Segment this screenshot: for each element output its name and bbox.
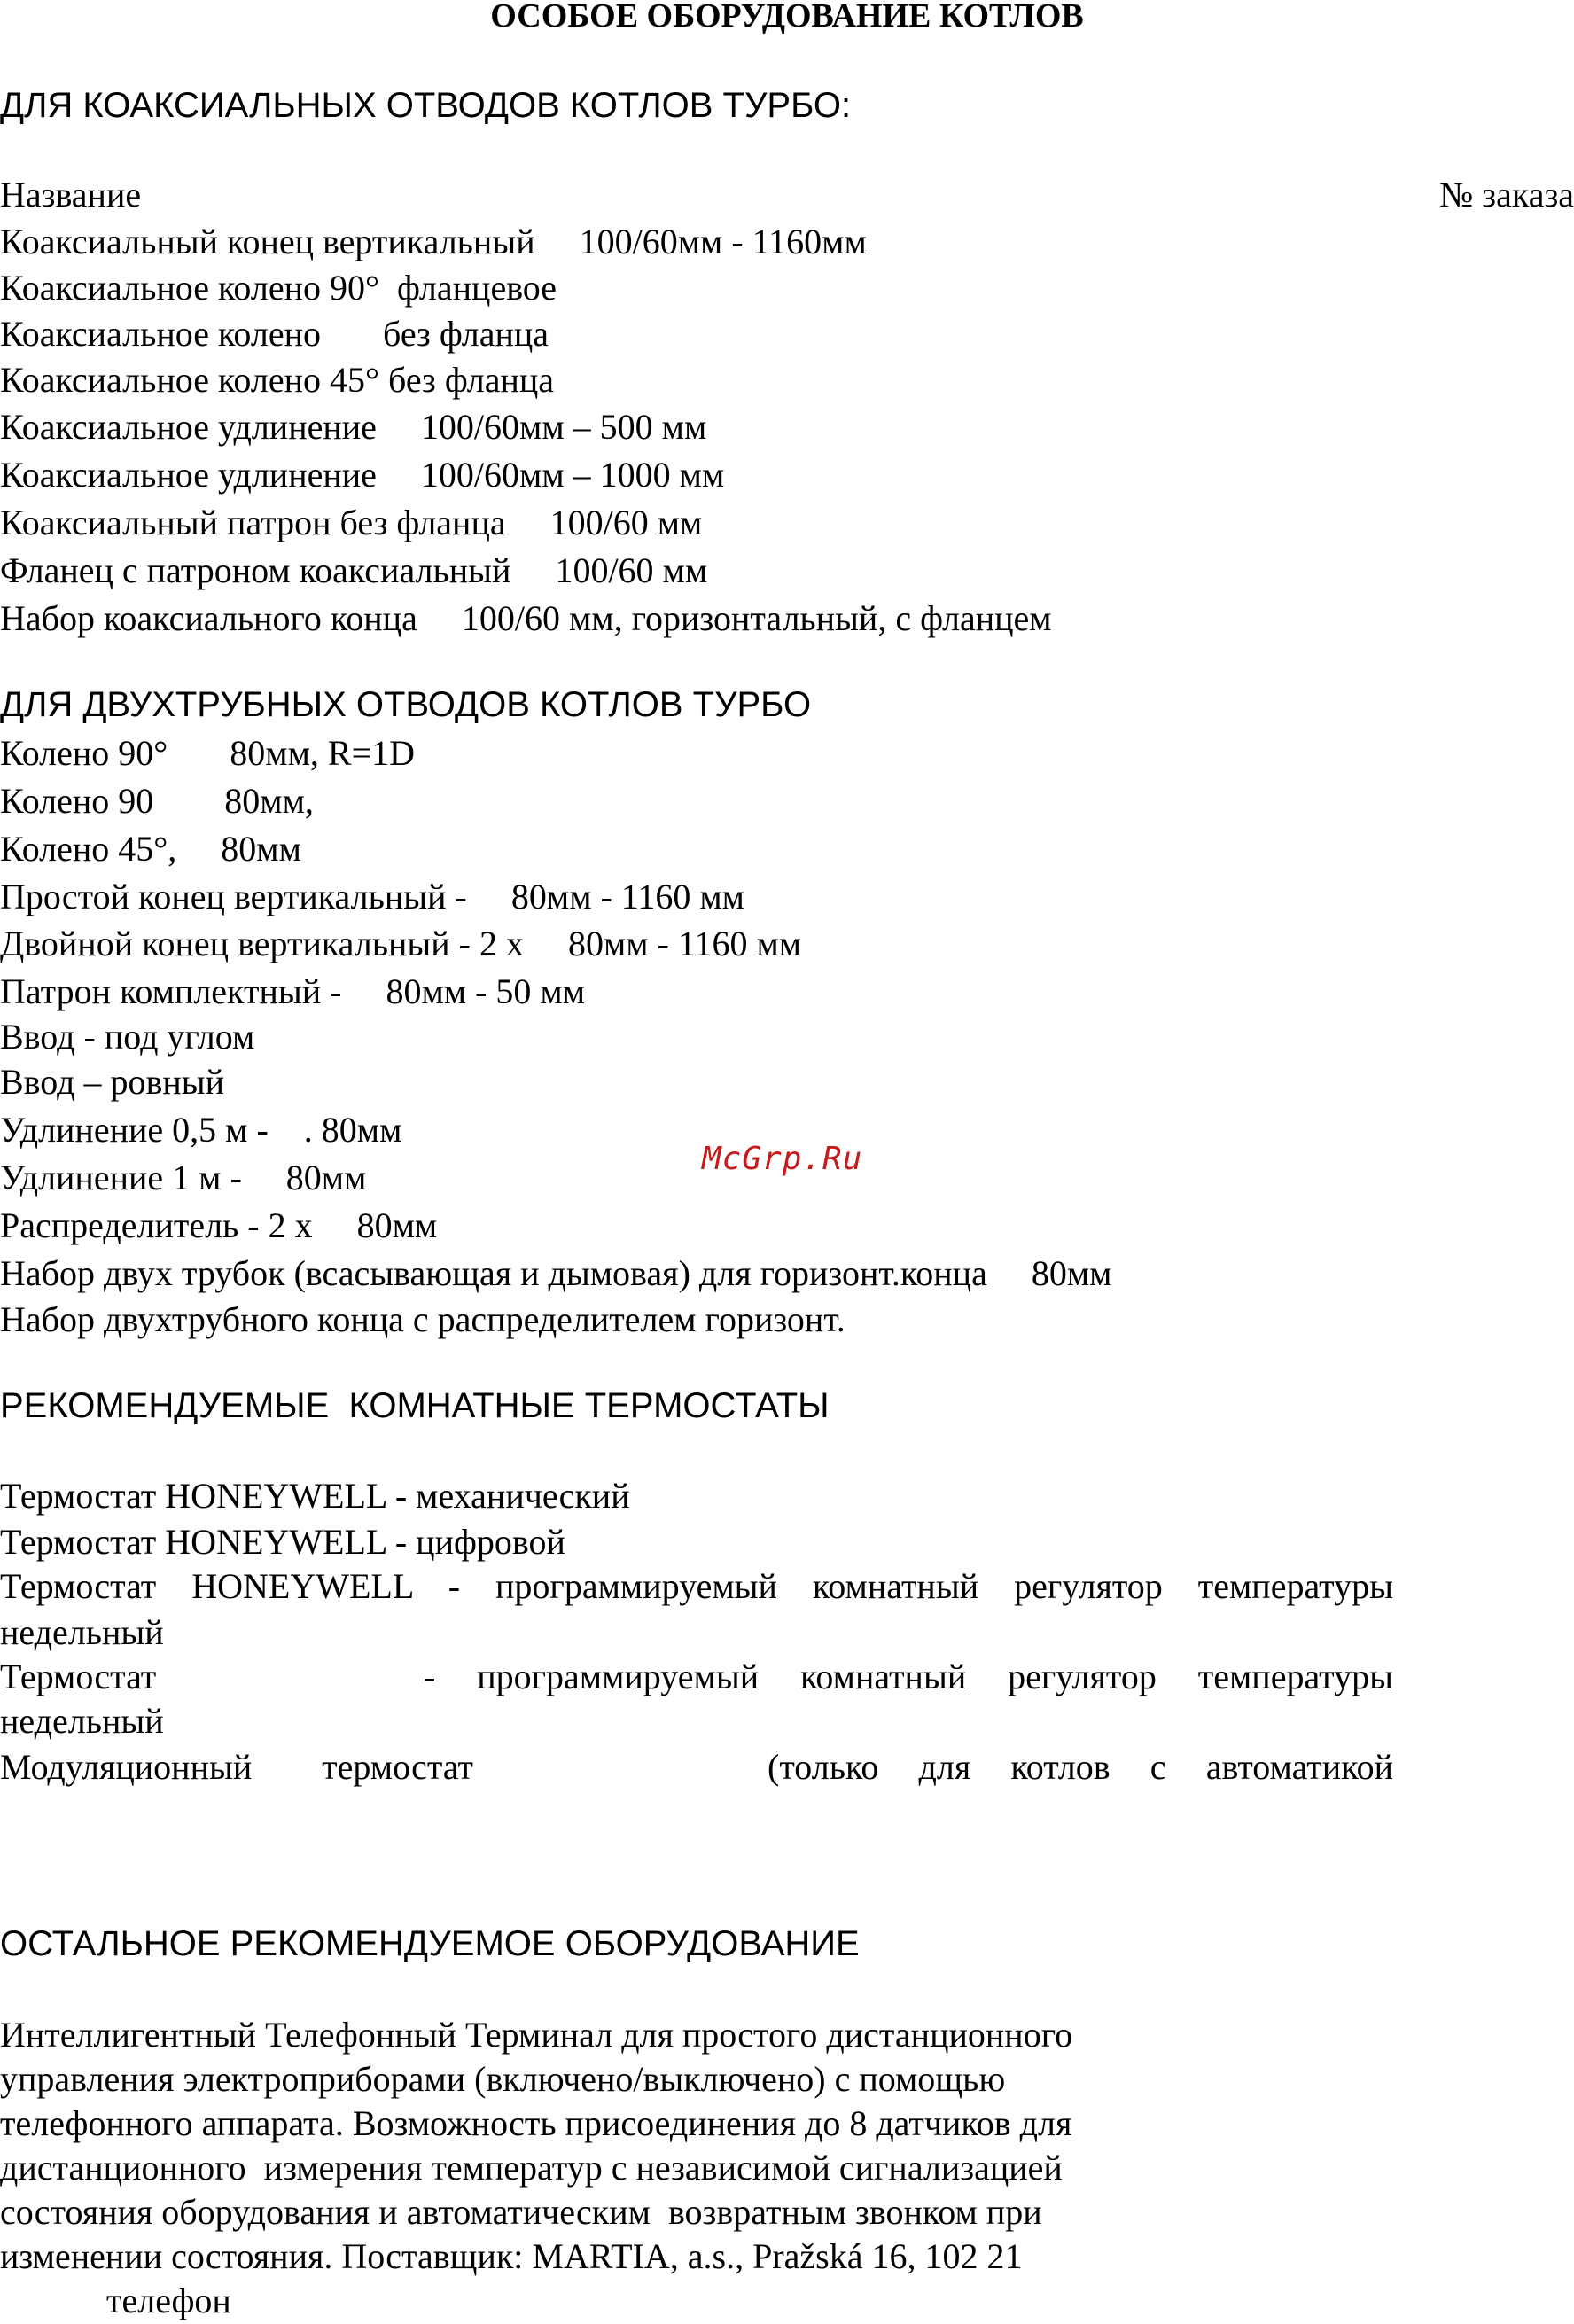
list-item: Колено 90 80мм, bbox=[0, 781, 314, 821]
paragraph-line: Интеллигентный Телефонный Терминал для простого дистанционного bbox=[0, 2015, 1073, 2055]
list-item-continuation: недельный bbox=[0, 1701, 164, 1741]
list-item: Термостат HONEYWELL - программируемый комнатный регулятор температуры bbox=[0, 1566, 1393, 1606]
section-heading-coaxial: ДЛЯ КОАКСИАЛЬНЫХ ОТВОДОВ КОТЛОВ ТУРБО: bbox=[0, 86, 852, 125]
list-item: Распределитель - 2 x 80мм bbox=[0, 1205, 438, 1245]
list-item: Набор коаксиального конца 100/60 мм, горизонтальный, с фланцем bbox=[0, 598, 1052, 638]
list-item: Коаксиальный патрон без фланца 100/60 мм bbox=[0, 503, 703, 542]
list-item-description: - программируемый комнатный регулятор температуры bbox=[424, 1657, 1393, 1696]
list-item: Удлинение 0,5 м - . 80мм bbox=[0, 1110, 402, 1150]
list-item: Фланец с патроном коаксиальный 100/60 мм bbox=[0, 550, 708, 590]
column-header-order-number: № заказа bbox=[1439, 175, 1574, 214]
column-header-name: Название bbox=[0, 175, 142, 214]
list-item: Термостат HONEYWELL - механический bbox=[0, 1476, 630, 1516]
list-item: Ввод – ровный bbox=[0, 1062, 225, 1102]
paragraph-line: управления электроприборами (включено/выключено) с помощью bbox=[0, 2059, 1006, 2099]
paragraph-line: изменении состояния. Поставщик: MARTIA, a.s., Pražská 16, 102 21 bbox=[0, 2236, 1023, 2276]
section-heading-thermostats: РЕКОМЕНДУЕМЫЕ КОМНАТНЫЕ ТЕРМОСТАТЫ bbox=[0, 1386, 830, 1425]
section-heading-twin-pipe: ДЛЯ ДВУХТРУБНЫХ ОТВОДОВ КОТЛОВ ТУРБО bbox=[0, 685, 812, 724]
list-item: Коаксиальное колено 90° фланцевое bbox=[0, 268, 557, 308]
list-item-label: Термостат bbox=[0, 1657, 157, 1696]
list-item: Ввод - под углом bbox=[0, 1017, 255, 1057]
list-item-label: Модуляционный термостат bbox=[0, 1747, 473, 1787]
paragraph-line: телефонного аппарата. Возможность присоединения до 8 датчиков для bbox=[0, 2103, 1072, 2143]
paragraph-line: дистанционного измерения температур с независимой сигнализацией bbox=[0, 2148, 1063, 2188]
list-item: Колено 45°, 80мм bbox=[0, 829, 301, 869]
list-item: Коаксиальное колено 45° без фланца bbox=[0, 360, 555, 400]
list-item: Коаксиальное удлинение 100/60мм – 1000 мм bbox=[0, 455, 725, 495]
list-item: Патрон комплектный - 80мм - 50 мм bbox=[0, 971, 586, 1011]
list-item-description: (только для котлов с автоматикой bbox=[768, 1747, 1393, 1787]
paragraph-line: телефон bbox=[0, 2281, 231, 2320]
list-item: Двойной конец вертикальный - 2 x 80мм - 1160 мм bbox=[0, 924, 802, 963]
list-item: Коаксиальное удлинение 100/60мм – 500 мм bbox=[0, 407, 707, 447]
list-item: Набор двухтрубного конца с распределителем горизонт. bbox=[0, 1299, 845, 1339]
list-item: Набор двух трубок (всасывающая и дымовая) для горизонт.конца 80мм bbox=[0, 1253, 1112, 1293]
watermark-link[interactable]: McGrp.Ru bbox=[702, 1141, 863, 1177]
list-item: Термостат HONEYWELL - цифровой bbox=[0, 1522, 565, 1562]
list-item: Удлинение 1 м - 80мм bbox=[0, 1158, 367, 1197]
list-item: Коаксиальное колено без фланца bbox=[0, 314, 549, 354]
paragraph-line: состояния оборудования и автоматическим возвратным звонком при bbox=[0, 2192, 1042, 2232]
list-item: Колено 90° 80мм, R=1D bbox=[0, 733, 416, 773]
list-item-continuation: недельный bbox=[0, 1612, 164, 1652]
section-heading-other-equipment: ОСТАЛЬНОЕ РЕКОМЕНДУЕМОЕ ОБОРУДОВАНИЕ bbox=[0, 1924, 860, 1963]
page-title: ОСОБОЕ ОБОРУДОВАНИЕ КОТЛОВ bbox=[490, 0, 1084, 35]
list-item: Коаксиальный конец вертикальный 100/60мм - 1160мм bbox=[0, 222, 867, 261]
list-item: Простой конец вертикальный - 80мм - 1160 мм bbox=[0, 877, 744, 916]
